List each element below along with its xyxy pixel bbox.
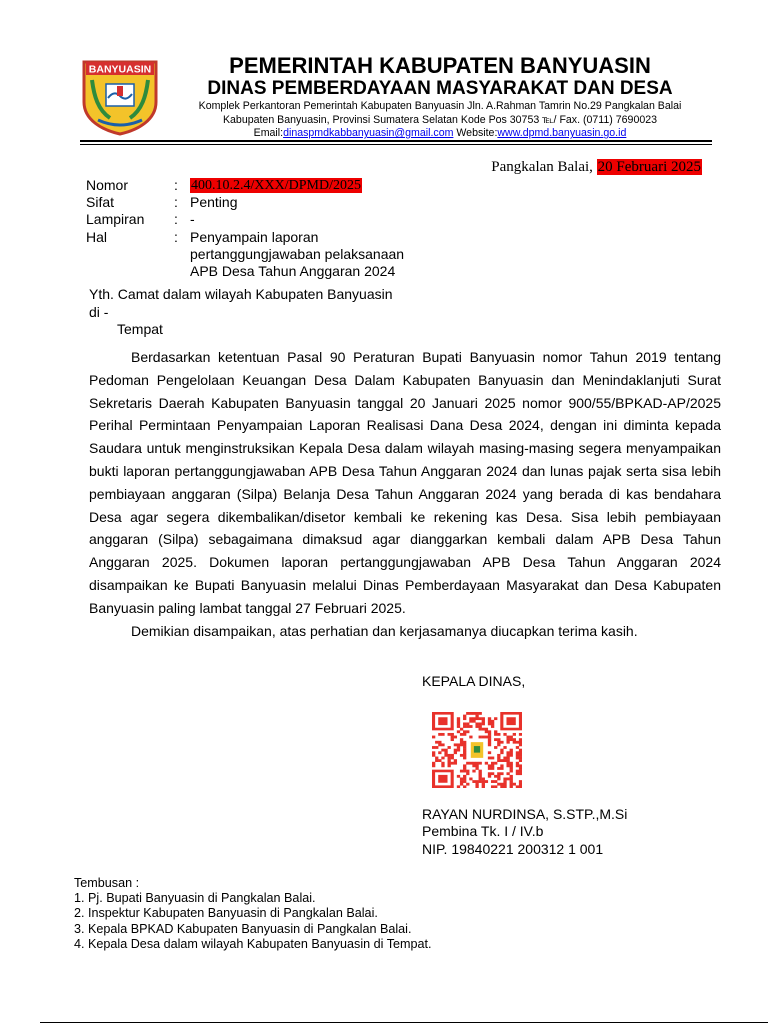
signature-position: KEPALA DINAS, [422,673,526,689]
addressee-line-2: di - [89,303,109,320]
agency-title: DINAS PEMBERDAYAAN MASYARAKAT DAN DESA [207,78,673,99]
colon: : [174,194,178,211]
sifat-label: Sifat [86,194,115,211]
cc-heading: Tembusan : [74,876,140,890]
signer-rank: Pembina Tk. I / IV.b [422,823,544,840]
signer-block [422,806,627,858]
hal-value-line-2: pertanggungjawaban pelaksanaan [190,245,405,262]
date-place: Pangkalan Balai, [491,159,593,175]
cc-item: 2. Inspektur Kabupaten Banyuasin di Pangkalan Balai. [74,906,378,921]
svg-text:BANYUASIN: BANYUASIN [88,63,152,76]
qr-code-icon [432,712,522,788]
addressee [89,286,393,339]
nomor-label: Nomor [86,177,129,193]
banyuasin-logo [80,56,160,136]
cc-list [74,876,432,952]
signer-name: RAYAN NURDINSA, S.STP.,M.Si [422,806,628,822]
nomor-value: 400.10.2.4/XXX/DPMD/2025 [191,178,361,193]
letter-date [491,159,702,176]
cc-item: 4. Kepala Desa dalam wilayah Kabupaten Banyuasin di Tempat. [74,936,432,951]
addressee-line-3: Tempat [117,321,163,337]
date-value: 20 Februari 2025 [597,159,701,175]
letterhead-rule-thin [80,144,712,145]
addressee-line-1: Yth. Camat dalam wilayah Kabupaten Banyuasin [89,286,393,302]
email-link[interactable]: dinaspmdkabbanyuasin@gmail.com [283,127,454,139]
hal-label: Hal [86,228,108,245]
colon: : [174,177,178,193]
website-link[interactable]: www.dpmd.banyuasin.go.id [497,127,627,139]
hal-value-line-3: APB Desa Tahun Anggaran 2024 [190,262,396,279]
footer-rule [40,1022,768,1023]
body-paragraph-1: Berdasarkan ketentuan Pasal 90 Peraturan Bupati Banyuasin nomor Tahun 2019 tentang Pedoman Pengelolaan Keuangan Desa Dalam Kabupaten Banyuasin dan Menindaklanjuti Surat Sekretaris Daerah Kabupaten Banyuasin tanggal 20 Januari 2025 nomor 900/55/BPKAD-AP/2025 Perihal Permintaan Penyampaian Laporan Realisasi Dana Desa 2024, dengan ini diminta kepada Saudara untuk menginstruksikan Kepala Desa dalam wilayah masing-masing segera menyampaikan bukti laporan pertanggungjawaban APB Desa Tahun Anggaran 2024 dan lunas pajak serta sisa lebih pembiayaan anggaran (Silpa) Belanja Desa Tahun Anggaran 2024 yang berada di kas bendahara Desa agar segera dikembalikan/disetor kembali ke rekening kas Desa. Sisa lebih pembiayaan anggaran (Silpa) sebagaimana dimaksud agar dianggarkan kembali dalam APB Desa Tahun Anggaran 2025. Dokumen laporan pertanggungjawaban APB Desa Tahun Anggaran 2024 disampaikan ke Bupati Banyuasin melalui Dinas Pemberdayaan Masyarakat dan Desa Kabupaten Banyuasin paling lambat tanggal 27 Februari 2025. [89,349,721,616]
lampiran-label: Lampiran [86,211,145,228]
cc-item: 3. Kepala BPKAD Kabupaten Banyuasin di Pangkalan Balai. [74,921,412,936]
lampiran-value: - [190,211,195,228]
contact-line [170,127,710,141]
colon: : [174,211,178,228]
letter-body [89,346,721,642]
letterhead-rule [80,140,712,142]
signer-nip: NIP. 19840221 200312 1 001 [422,840,604,857]
address-line-2: Kabupaten Banyuasin, Provinsi Sumatera Selatan Kode Pos 30753 ℡/ Fax. (0711) 7690023 [222,113,658,126]
sifat-value: Penting [190,194,238,211]
website-label: Website: [453,127,498,139]
letterhead [170,54,710,141]
government-title: PEMERINTAH KABUPATEN BANYUASIN [229,53,651,78]
cc-item: 1. Pj. Bupati Banyuasin di Pangkalan Balai. [74,891,316,906]
colon: : [174,228,178,245]
hal-value-line-1: Penyampain laporan [190,228,319,245]
address-line-1: Komplek Perkantoran Pemerintah Kabupaten Banyuasin Jln. A.Rahman Tamrin No.29 Pangkalan Balai [198,100,682,112]
body-paragraph-2: Demikian disampaikan, atas perhatian dan kerjasamanya diucapkan terima kasih. [131,622,638,639]
email-label: Email: [253,127,284,139]
